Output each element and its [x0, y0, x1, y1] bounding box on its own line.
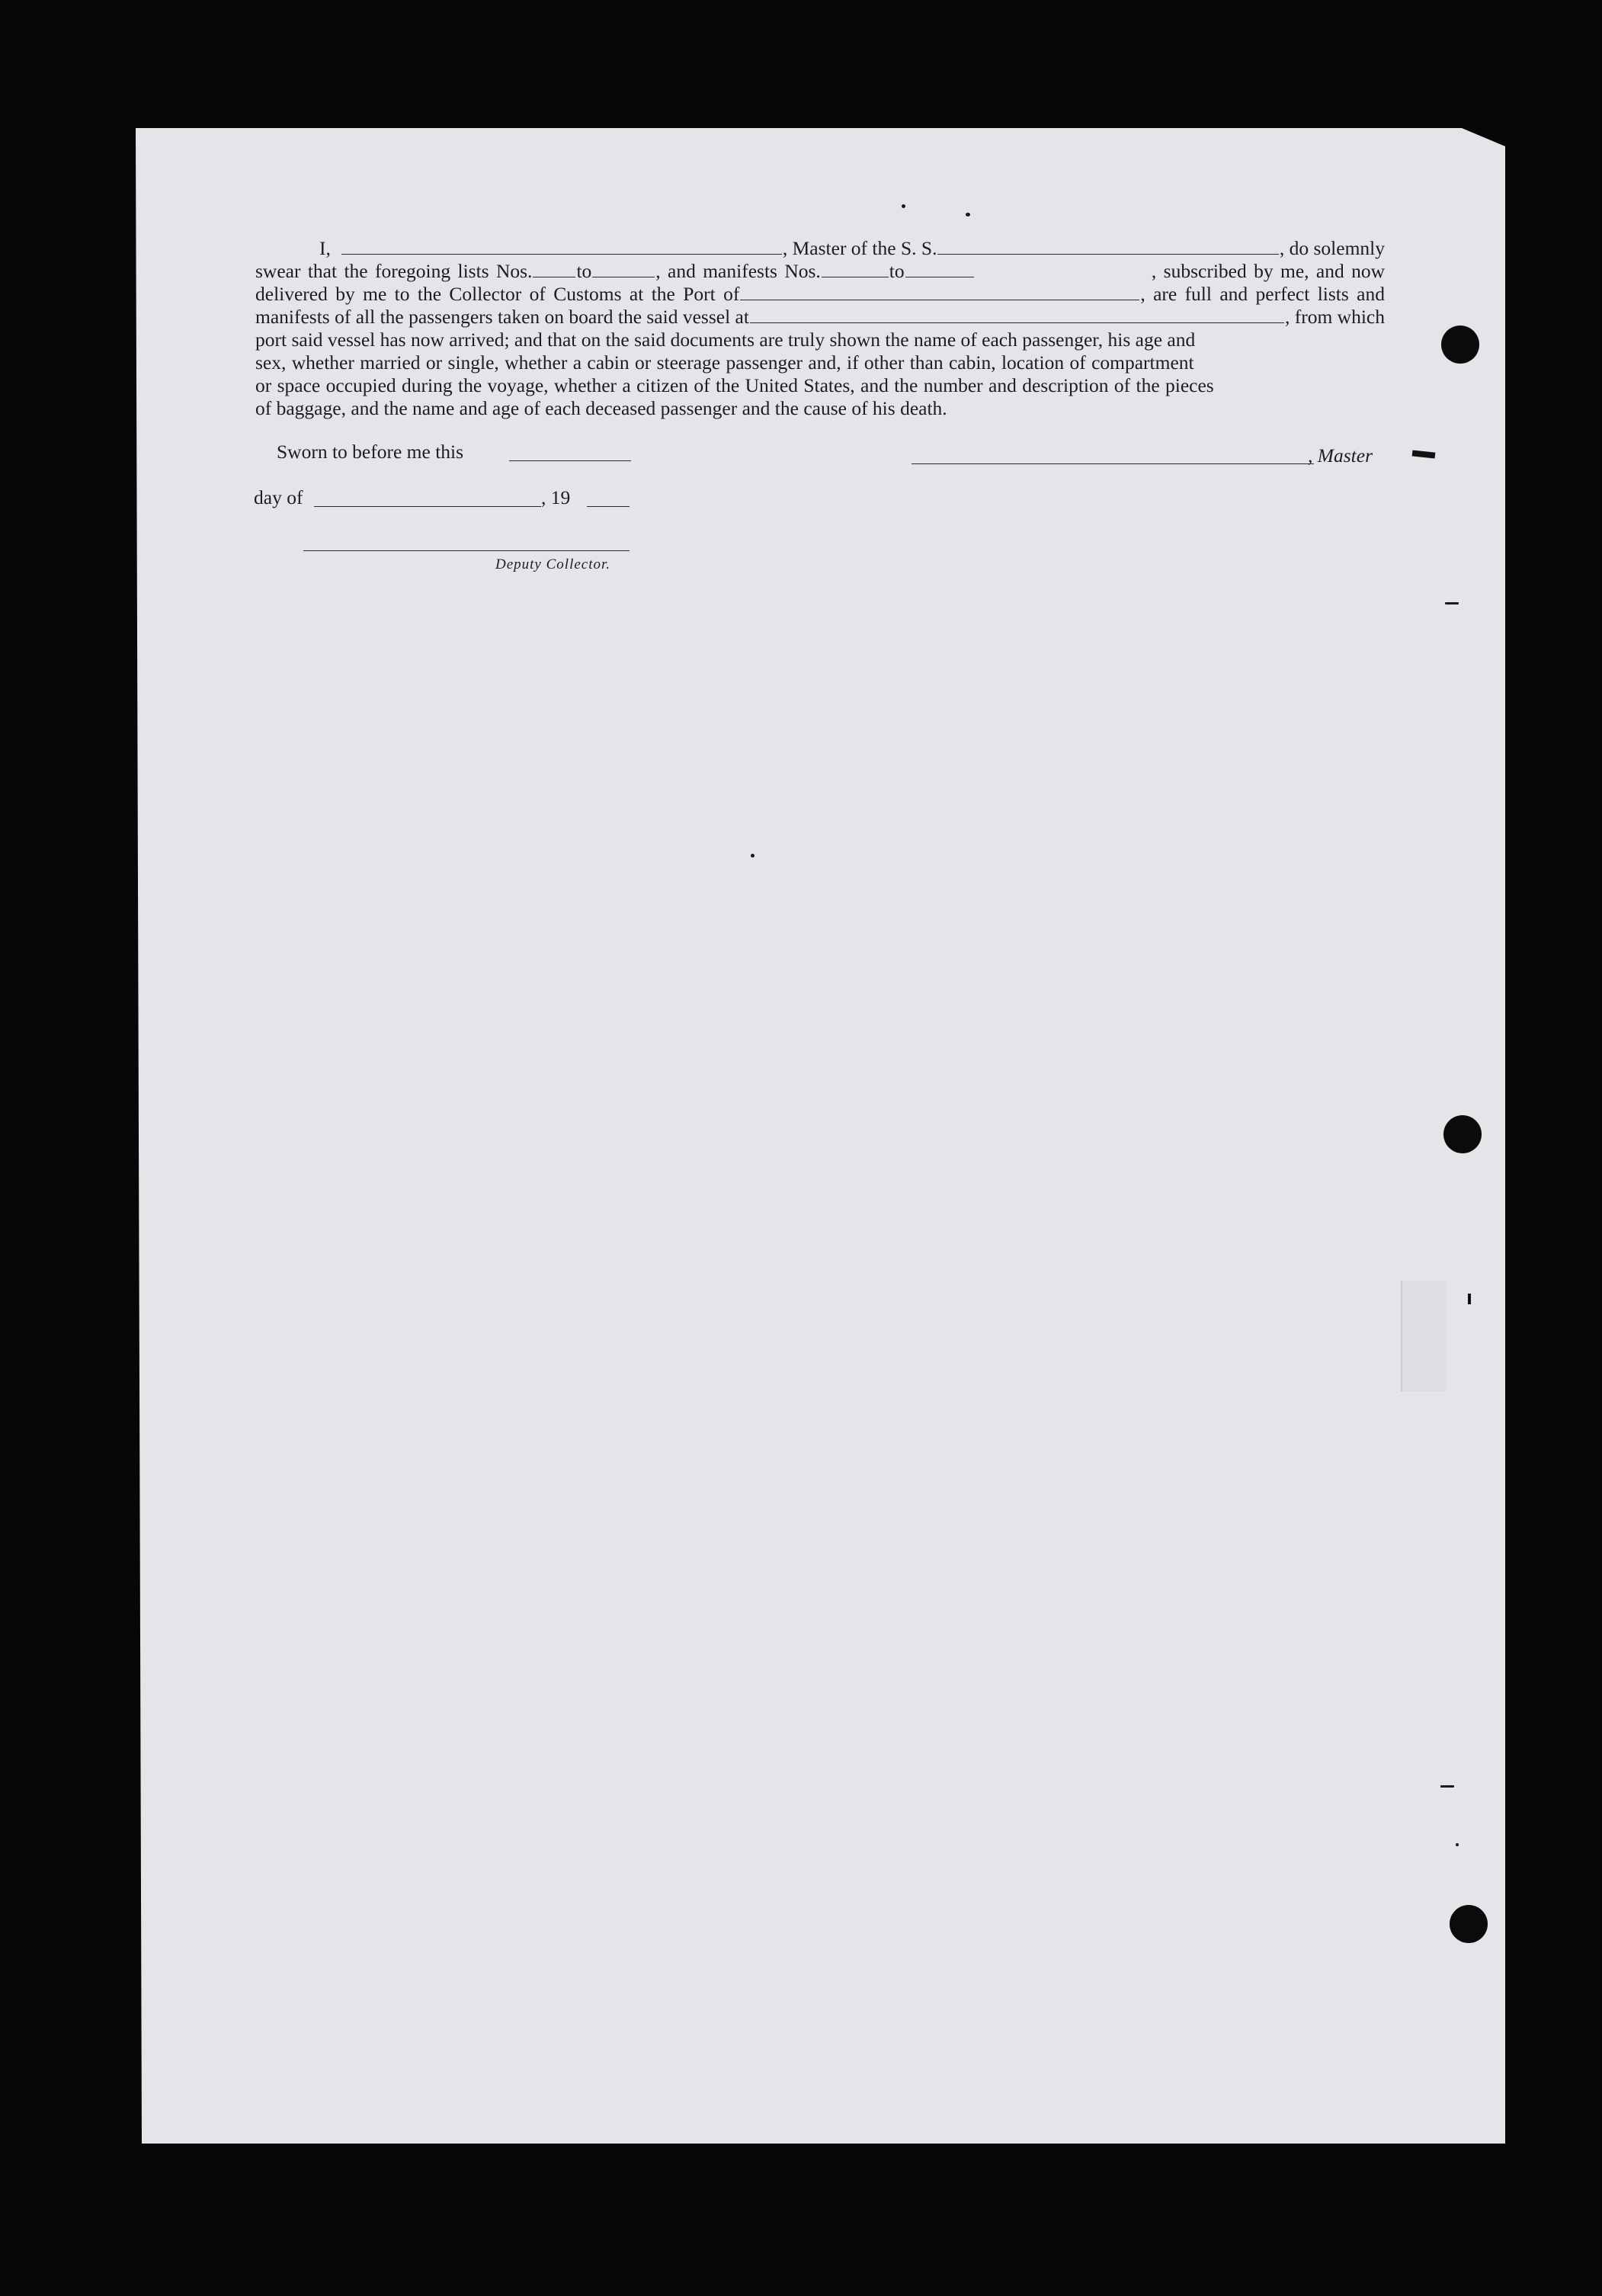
master-signature-blank[interactable]: [912, 463, 1314, 464]
oath-paragraph: [255, 237, 1385, 420]
oath-line-5: [255, 329, 1385, 351]
speck: [751, 854, 755, 858]
lists-nos-label: swear that the foregoing lists Nos.: [255, 260, 533, 282]
oath-line-4: [255, 306, 1385, 329]
port-blank[interactable]: [740, 286, 1139, 300]
from-which-label: , from which: [1284, 306, 1385, 328]
faded-stamp-area: [1401, 1281, 1447, 1391]
oath-pronoun: I,: [319, 237, 331, 259]
full-and-perfect-label: , are full and perfect lists and: [1140, 283, 1385, 305]
manifests-to-blank[interactable]: [905, 263, 974, 277]
speck: [1456, 1843, 1459, 1846]
form-sheet: [136, 128, 1505, 2144]
edge-tick: [1468, 1294, 1471, 1304]
oath-text-7: or space occupied during the voyage, whether a citizen of the United States, and the number and description of the pieces: [255, 374, 1214, 396]
speck: [902, 204, 905, 208]
day-of-label: day of: [254, 486, 303, 508]
month-blank[interactable]: [314, 506, 541, 507]
manifests-to-label: to: [889, 260, 905, 282]
departure-port-blank[interactable]: [750, 309, 1284, 323]
punch-hole-bottom: [1450, 1905, 1488, 1943]
oath-line-6: [255, 351, 1385, 374]
oath-line-2: [255, 260, 1385, 283]
master-label: , Master: [1308, 444, 1373, 467]
punch-hole-middle: [1443, 1115, 1482, 1153]
lists-from-blank[interactable]: [533, 263, 575, 277]
oath-line-3: [255, 283, 1385, 306]
ship-name-blank[interactable]: [937, 240, 1278, 255]
speck: [1440, 1785, 1454, 1788]
lists-to-blank[interactable]: [592, 263, 655, 277]
manifests-from-blank[interactable]: [822, 263, 889, 277]
punch-hole-top: [1441, 325, 1479, 364]
manifests-nos-label: , and manifests Nos.: [655, 260, 821, 282]
year-prefix-label: , 19: [541, 486, 571, 508]
subscribed-label: , subscribed by me, and now: [1151, 260, 1385, 282]
vessel-at-label: manifests of all the passengers taken on board the said vessel at: [255, 306, 749, 328]
oath-text-6: sex, whether married or single, whether a cabin or steerage passenger and, if other than cabin, location of compartment: [255, 351, 1194, 374]
do-solemnly-label: , do solemnly: [1279, 237, 1385, 259]
oath-line-7: [255, 374, 1385, 397]
oath-text-8: of baggage, and the name and age of each deceased passenger and the cause of his death.: [255, 397, 947, 419]
oath-text-5: port said vessel has now arrived; and that on the said documents are truly shown the name of each passenger, his age and: [255, 329, 1196, 351]
master-name-blank[interactable]: [341, 240, 782, 255]
year-blank[interactable]: [587, 506, 630, 507]
speck: [966, 213, 970, 216]
oath-line-8: [255, 397, 1385, 420]
lists-to-label: to: [576, 260, 592, 282]
sworn-label: Sworn to before me this: [277, 441, 464, 463]
port-of-label: delivered by me to the Collector of Customs at the Port of: [255, 283, 740, 305]
speck: [1445, 602, 1459, 604]
oath-line-1: [255, 237, 1385, 260]
sworn-date-blank[interactable]: [509, 460, 631, 461]
master-of-ss-label: , Master of the S. S.: [782, 237, 937, 259]
deputy-signature-blank[interactable]: [303, 550, 630, 551]
deputy-collector-label: Deputy Collector.: [495, 556, 611, 572]
